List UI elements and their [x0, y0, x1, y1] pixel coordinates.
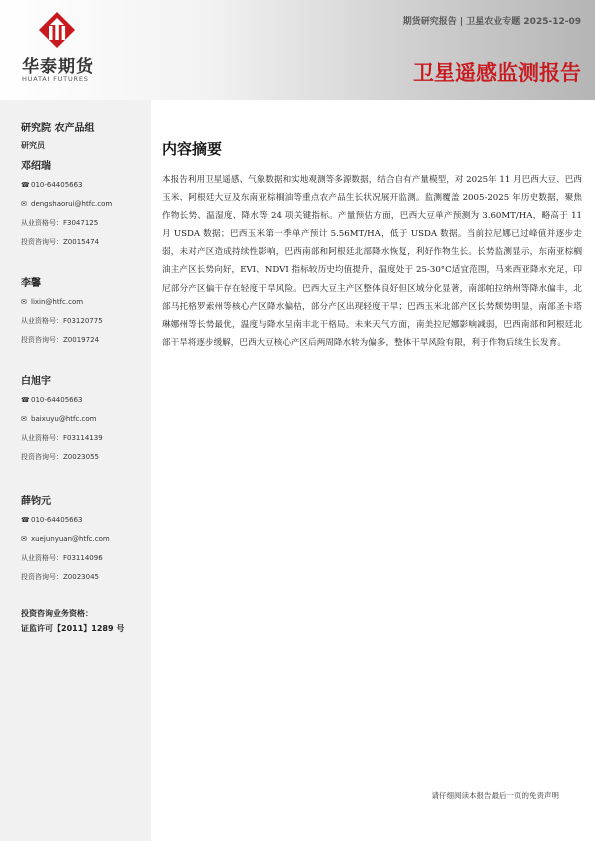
email-address[interactable]: xuejunyuan@htfc.com	[31, 535, 110, 543]
summary-paragraph: 本报告利用卫星遥感、气象数据和实地观测等多源数据，结合自有产量模型，对 2025年 11 月巴西大豆、巴西玉米、阿根廷大豆及东南亚棕榈油等重点农产品生长状况展开监测。监测覆盖 2005-2025 年历史数据，聚焦作物长势、温湿度、降水等 24 项关键指标。产量预估方面，巴西大豆单产预测为 3.60MT/HA，略高于 11 月 USDA 数据；巴西玉米第一季单产预计 5.56MT/HA，低于 USDA 数据。当前拉尼娜已过峰值并逐步走弱，未对产区造成持续性影响，巴西南部和阿根廷北部降水恢复，利好作物生长。长势监测显示，东南亚棕榈油主产区长势向好，EVI、NDVI 指标较历史均值提升，温度处于 25-30°C适宜范围，马来西亚降水充足，印尼部分产区偏干存在轻度干旱风险。巴西大豆主产区整体良好但区域分化显著，南部帕拉纳州等降水偏丰，北部马托格罗索州等核心产区降水偏枯，部分产区出现轻度干旱；巴西玉米北部产区长势颓势明显，南部圣卡塔琳娜州等长势最优，温度与降水呈南丰北干格局。未来天气方面，南美拉尼娜影响减弱，巴西南部和阿根廷北部干旱将逐步缓解，巴西大豆核心产区后两周降水转为偏多，整体干旱风险有限，利于作物后续生长发育。	[162, 175, 582, 348]
huatai-logo-icon	[39, 12, 75, 48]
phone-icon: ☎	[21, 516, 30, 524]
report-title: 卫星遥感监测报告	[413, 61, 581, 85]
phone-icon: ☎	[21, 181, 30, 189]
analyst-role: 研究员	[21, 141, 45, 150]
analyst-card	[21, 160, 146, 256]
analyst-email[interactable]	[21, 297, 146, 316]
research-group: 研究院 农产品组	[21, 123, 95, 134]
email-address[interactable]: lixin@htfc.com	[31, 298, 84, 306]
analyst-phone	[21, 515, 146, 534]
analyst-name: 邓绍瑞	[21, 161, 51, 172]
analyst-license: 从业资格号：F03114096	[21, 554, 103, 562]
mail-icon: ✉	[21, 200, 27, 208]
analyst-invest-license: 投资咨询号：Z0015474	[21, 238, 99, 246]
analyst-card	[21, 375, 146, 471]
analyst-invest-license: 投资咨询号：Z0019724	[21, 336, 99, 344]
report-meta: 期货研究报告 | 卫星农业专题 2025-12-09	[402, 17, 581, 27]
qualification-license: 证监许可【2011】1289 号	[21, 624, 125, 633]
disclaimer-note: 请仔细阅读本报告最后一页的免责声明	[431, 791, 559, 800]
phone-number: 010-64405663	[31, 516, 83, 524]
analyst-invest-license: 投资咨询号：Z0023055	[21, 453, 99, 461]
company-name-en: HUATAI FUTURES	[22, 75, 89, 83]
company-name: 华泰期货	[22, 57, 94, 77]
analyst-email[interactable]	[21, 414, 146, 433]
phone-number: 010-64405663	[31, 181, 83, 189]
analyst-sidebar	[0, 100, 151, 841]
analyst-card	[21, 495, 146, 591]
section-title: 内容摘要	[162, 140, 223, 158]
analyst-email[interactable]	[21, 534, 146, 553]
analyst-name: 李馨	[21, 278, 41, 289]
mail-icon: ✉	[21, 415, 27, 423]
qualification-block	[21, 606, 124, 636]
analyst-license: 从业资格号：F03120775	[21, 317, 103, 325]
qualification-label: 投资咨询业务资格：	[21, 609, 93, 618]
analyst-name: 白旭宇	[21, 376, 51, 387]
analyst-license: 从业资格号：F03114139	[21, 434, 103, 442]
report-header	[0, 0, 595, 100]
phone-number: 010-64405663	[31, 396, 83, 404]
analyst-license: 从业资格号：F3047125	[21, 219, 99, 227]
analyst-phone	[21, 180, 146, 199]
analyst-name: 薛钧元	[21, 496, 51, 507]
email-address[interactable]: dengshaorui@htfc.com	[31, 200, 113, 208]
analyst-phone	[21, 395, 146, 414]
mail-icon: ✉	[21, 298, 27, 306]
company-logo	[22, 12, 102, 82]
analyst-email[interactable]	[21, 199, 146, 218]
analyst-card	[21, 277, 146, 354]
mail-icon: ✉	[21, 535, 27, 543]
analyst-invest-license: 投资咨询号：Z0023045	[21, 573, 99, 581]
phone-icon: ☎	[21, 396, 30, 404]
email-address[interactable]: baixuyu@htfc.com	[31, 415, 97, 423]
